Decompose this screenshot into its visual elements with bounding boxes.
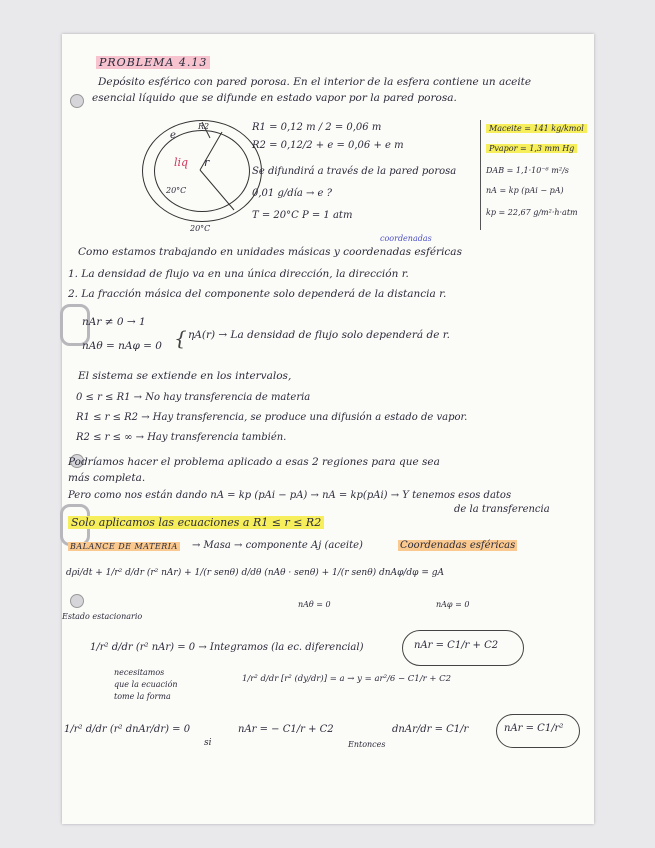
final-deriv: dnAr/dr = C1/r [392, 724, 469, 735]
properties-divider [480, 120, 481, 230]
given-r2: R2 = 0,12/2 + e = 0,06 + e m [252, 140, 404, 151]
prop-vapor-pressure: Pvapor = 1,3 mm Hg [486, 144, 577, 153]
interval-3: R2 ≤ r ≤ ∞ → Hay transferencia también. [76, 432, 287, 443]
diagram-r2-label: R2 [198, 122, 210, 131]
sphere-radius-arrows [142, 120, 262, 224]
given-rate: 0,01 g/día → e ? [252, 188, 332, 199]
diagram-e-label: e [170, 130, 176, 141]
integration-result: nAr = C1/r + C2 [414, 640, 499, 651]
diagram-r-label: r [204, 156, 210, 169]
remark-line-2: más completa. [68, 472, 146, 484]
steady-state-note: Estado estacionario [62, 612, 143, 621]
flux-condition-2: nAθ = nAφ = 0 [82, 340, 162, 352]
intro-line-2: esencial líquido que se difunde en estado vapor por la pared porosa. [92, 92, 457, 104]
diagram-temp-inner: 20°C [166, 186, 187, 195]
integration-aux: 1/r² d/dr [r² (dy/dr)] = a → y = ar²/6 − C1/r + C2 [242, 674, 452, 684]
binder-hole [70, 94, 84, 108]
units-correction: coordenadas [380, 234, 432, 243]
balance-label: BALANCE DE MATERIA [70, 542, 178, 551]
flux-result: ηA(r) → La densidad de flujo solo dependerá de r. [188, 329, 450, 341]
balance-zero-theta: nAθ = 0 [298, 600, 331, 609]
apply-line: Solo aplicamos las ecuaciones a R1 ≤ r ≤ R2 [68, 516, 324, 529]
point-1: 1. La densidad de flujo va en una única dirección, la dirección r. [68, 268, 409, 280]
final-mid: nAr = − C1/r + C2 [238, 724, 334, 735]
flux-brace: { [174, 326, 187, 350]
binder-hole [70, 594, 84, 608]
problem-title: PROBLEMA 4.13 [96, 56, 210, 69]
final-si: si [204, 738, 212, 748]
diagram-liquid-label: liq [174, 156, 189, 169]
final-left: 1/r² d/dr (r² dnAr/dr) = 0 [64, 724, 191, 735]
remark-line-4: de la transferencia [454, 504, 550, 515]
intro-line-1: Depósito esférico con pared porosa. En el interior de la esfera contiene un aceite [98, 76, 532, 88]
point-2: 2. La fracción másica del componente solo dependerá de la distancia r. [68, 288, 447, 300]
prop-diffusivity: DAB = 1,1·10⁻⁶ m²/s [486, 166, 569, 175]
integration-note-2: que la ecuación [114, 680, 178, 689]
balance-zero-phi: nAφ = 0 [436, 600, 470, 609]
diagram-temp-outer: 20°C [190, 224, 211, 233]
integration-note-1: necesitamos [114, 668, 165, 677]
integration-note-3: tome la forma [114, 692, 171, 701]
remark-line-1: Podríamos hacer el problema aplicado a esas 2 regiones para que sea [68, 456, 440, 468]
interval-1: 0 ≤ r ≤ R1 → No hay transferencia de materia [76, 392, 311, 403]
intervals-intro: El sistema se extiende en los intervalos, [78, 370, 292, 382]
prop-kp: kp = 22,67 g/m²·h·atm [486, 208, 578, 217]
integration-eq: 1/r² d/dr (r² nAr) = 0 → Integramos (la ec. diferencial) [90, 642, 364, 653]
flux-condition-1: nAr ≠ 0 → 1 [82, 316, 146, 328]
interval-2: R1 ≤ r ≤ R2 → Hay transferencia, se produce una difusión a estado de vapor. [76, 412, 468, 423]
balance-coords: Coordenadas esféricas [400, 540, 516, 551]
final-then: Entonces [348, 740, 386, 749]
remark-line-3: Pero como nos están dando nA = kp (pAi − pA) → nA = kp(pAi) → Y tenemos esos datos [68, 490, 512, 501]
given-conditions: T = 20°C P = 1 atm [252, 210, 353, 221]
prop-molar-mass: Maceite = 141 kg/kmol [486, 124, 587, 133]
balance-equation: dρi/dt + 1/r² d/dr (r² nAr) + 1/(r senθ) d/dθ (nAθ · senθ) + 1/(r senθ) dnAφ/dφ = gA [66, 568, 444, 578]
prop-flux: nA = kp (pAi − pA) [486, 186, 564, 195]
given-r1: R1 = 0,12 m / 2 = 0,06 m [252, 122, 382, 133]
final-result: nAr = C1/r² [504, 723, 564, 734]
units-line: Como estamos trabajando en unidades másicas y coordenadas esféricas [78, 246, 462, 258]
balance-flow: → Masa → componente Aj (aceite) [192, 540, 363, 551]
given-diffusion: Se difundirá a través de la pared porosa [252, 166, 457, 177]
notebook-page [62, 34, 594, 824]
